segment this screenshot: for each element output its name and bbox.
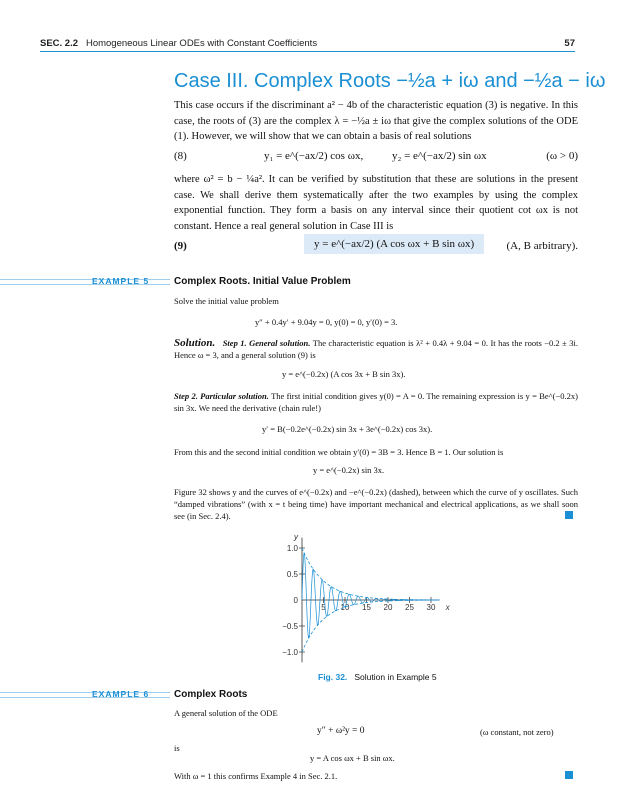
y-tick-label: 1.0	[286, 544, 298, 553]
eq8-number: (8)	[174, 150, 187, 162]
chart-layer	[282, 533, 450, 663]
step1-head: Step 1. General solution.	[222, 338, 311, 348]
solution-curve	[302, 553, 440, 638]
upper-envelope	[302, 548, 440, 600]
example5-final: y = e^(−0.2x) sin 3x.	[313, 465, 385, 475]
example5-derivative: y′ = B(−0.2e^(−0.2x) sin 3x + 3e^(−0.2x) cos 3x).	[262, 424, 433, 434]
step1-text: The characteristic equation is λ² + 0.4λ + 9.04 = 0. It has the roots −0.2 ± 3i. Hence ω = 3, and a general solution (9) is	[174, 338, 579, 360]
header-left	[40, 38, 317, 49]
intro-paragraph: This case occurs if the discriminant a² − 4b of the characteristic equation (3) is negative. In this case, the roots of (3) are the complex λ = −½a ± iω that give the complex solutions of the ODE (1). However, we will show that we can obtain a basis of real solutions	[174, 100, 578, 142]
header-title: Homogeneous Linear ODEs with Constant Coefficients	[85, 38, 318, 49]
example6-solution: y = A cos ωx + B sin ωx.	[310, 753, 395, 763]
example6-is: is	[174, 743, 180, 753]
eq9-body: y = e^(−ax/2) (A cos ωx + B sin ωx)	[304, 234, 484, 254]
eq9-condition: (A, B arbitrary).	[506, 240, 578, 252]
example5-end-mark	[565, 511, 573, 519]
example5-step2	[174, 390, 578, 414]
y-tick-label: 0	[293, 596, 298, 605]
x-tick-label: 30	[426, 603, 436, 612]
example6-ode: y″ + ω²y = 0	[317, 726, 365, 736]
x-tick-label: 20	[383, 603, 393, 612]
example5-figure-text: Figure 32 shows y and the curves of e^(−0.2x) and −e^(−0.2x) (dashed), between which the curve of y oscillates. Such “damped vibrations” (with x = t being time) have important mechanical and electrical applications, as we shall soon see (in Sec. 2.4).	[174, 487, 578, 521]
eq9-number: (9)	[174, 240, 187, 252]
y-tick-label: 0.5	[286, 570, 298, 579]
example5-prompt: Solve the initial value problem	[174, 296, 279, 306]
eq8-y2: y₂ = e^(−ax/2) sin ωx	[392, 150, 487, 162]
eq8-condition: (ω > 0)	[546, 150, 578, 162]
equation-8	[174, 150, 578, 166]
example5-ivp: y″ + 0.4y′ + 9.04y = 0, y(0) = 0, y′(0) = 3.	[255, 317, 398, 327]
y-axis-label: y	[294, 532, 298, 542]
y-tick-label: −1.0	[282, 648, 298, 657]
x-tick-label: 15	[362, 603, 371, 612]
example5-label: EXAMPLE 5	[92, 276, 150, 286]
step2-head: Step 2. Particular solution.	[174, 391, 269, 401]
example6-prompt: A general solution of the ODE	[174, 708, 278, 718]
y-tick-label: −0.5	[282, 622, 298, 631]
example5-title: Complex Roots. Initial Value Problem	[174, 276, 351, 287]
page-header	[40, 35, 575, 52]
x-axis-label: x	[445, 603, 450, 612]
step2-text: The first initial condition gives y(0) = A = 0. The remaining expression is y = Be^(−0.2x) sin 3x. We need the derivative (chain rule!)	[174, 391, 578, 413]
page-number: 57	[564, 38, 575, 49]
solution-head: Solution.	[174, 337, 216, 349]
example6-label: EXAMPLE 6	[92, 689, 150, 699]
figure-caption	[318, 672, 437, 682]
x-tick-label: 25	[405, 603, 414, 612]
example5-general-solution: y = e^(−0.2x) (A cos 3x + B sin 3x).	[282, 369, 406, 379]
example5-from-this: From this and the second initial condition we obtain y′(0) = 3B = 3. Hence B = 1. Our solution is	[174, 447, 504, 457]
eq8-y1: y₁ = e^(−ax/2) cos ωx,	[264, 150, 364, 162]
figure-32-chart	[270, 520, 470, 670]
example6-closing: With ω = 1 this confirms Example 4 in Sec. 2.1.	[174, 771, 338, 781]
figure-number: Fig. 32.	[318, 672, 348, 682]
example6-end-mark	[565, 771, 573, 779]
header-section: SEC. 2.2	[40, 38, 79, 49]
equation-9	[174, 234, 578, 260]
x-tick-label: 5	[321, 603, 326, 612]
example5-step1	[174, 337, 578, 361]
example6-title: Complex Roots	[174, 689, 248, 700]
example6-condition: (ω constant, not zero)	[480, 727, 554, 737]
x-tick-label: 10	[340, 603, 350, 612]
figure-caption-text: Solution in Example 5	[354, 672, 437, 682]
after-eq8-paragraph: where ω² = b − ¼a². It can be verified by substitution that these are solutions in the present case. We shall derive them systematically after the two examples by using the complex exponential function. They form a basis on any interval since their quotient cot ωx is not constant. Hence a real general solution in Case III is	[174, 174, 578, 232]
case-title: Case III. Complex Roots −½a + iω and −½a − iω	[174, 70, 606, 92]
